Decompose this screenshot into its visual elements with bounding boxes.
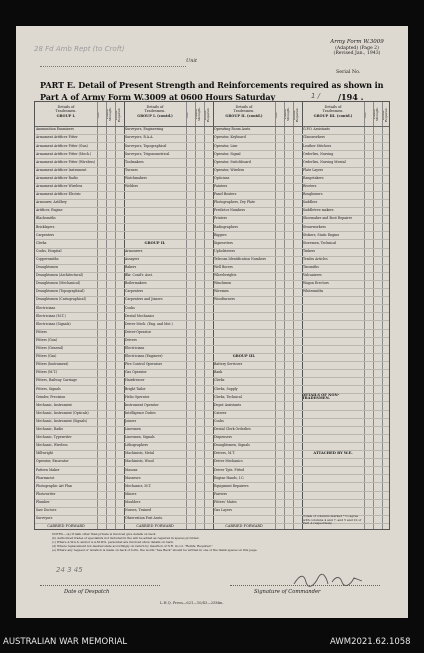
trade-label: Operator, Switchboard: [214, 159, 251, 164]
trade-label: CARRIED FORWARD: [225, 524, 263, 529]
trade-label: Panel Beaters: [214, 192, 237, 197]
trade-label: Riggers: [214, 232, 227, 237]
note-e: (e) Where any request or notation is made on back of form, the words "See Back" should be written in one of the blank spaces on this page.: [52, 548, 258, 553]
trade-label: Carpenters: [125, 289, 144, 294]
trade-label: Miners: [125, 491, 137, 496]
printer-imprint: L.H.Q. Press—621—10/43—25Mm.: [160, 601, 224, 605]
column-header-2-3: Reinfs. Required.: [203, 107, 210, 122]
trade-label: Wagon Erectors: [303, 281, 329, 286]
trade-label: Woodturners: [214, 297, 235, 302]
trade-label: Surveyors, R.A.A.: [125, 135, 154, 140]
trade-label: Fitters, Signals: [36, 386, 61, 391]
trade-label: Operator, Wireless: [214, 167, 245, 172]
serial-number-label: Serial No.: [336, 70, 361, 75]
trade-label: Drivers: [125, 337, 137, 342]
trade-label: Predictor Numbers: [214, 208, 246, 213]
trade-label: Winchmen: [214, 281, 232, 286]
group-header-4: [305, 105, 361, 118]
group-header-1-line3: GROUP I.: [56, 113, 76, 118]
trade-label: Wheelwrights: [214, 273, 237, 278]
trade-label: Clerks: [214, 378, 225, 383]
trade-label: Opticians: [214, 175, 230, 180]
trade-label: Fire Control Operators: [125, 362, 163, 367]
trade-label: Artificer, Engine: [36, 208, 63, 213]
trade-label: Trades Articles: [303, 256, 328, 261]
handwritten-unit-note: 28 Fd Amb Rept (to Croft): [34, 45, 125, 53]
trade-label: Helio Operator: [125, 394, 150, 399]
trade-label: Clerks, Supply: [214, 386, 238, 391]
trade-label: Mechanic, Instrument: [36, 402, 72, 407]
trade-label: Fitters (Gun): [36, 337, 57, 342]
despatch-date-line: [40, 585, 160, 586]
trade-label: Glassworkers: [303, 135, 325, 140]
trade-label: Armament Artificer Instrument: [36, 167, 87, 172]
trade-label: Clerks: [36, 240, 47, 245]
trade-label: Leather Stitchers: [303, 143, 332, 148]
trade-label: Signwriters: [214, 240, 233, 245]
unit-underline: [40, 66, 186, 67]
trade-label: Tinsmiths: [303, 265, 319, 270]
trade-label: Intelligence Duties: [125, 410, 156, 415]
commander-signature: [292, 572, 364, 588]
trade-label: Joiners: [125, 418, 137, 423]
trade-label: Machinists, Metal: [125, 451, 155, 456]
trade-label: Stokers, Static Engine: [303, 232, 340, 237]
group-header-1-line1: Details of: [57, 105, 75, 109]
trade-label: Lithographers: [125, 443, 148, 448]
trade-label: Armourers: [125, 248, 143, 253]
trade-label: Fitters: [36, 329, 47, 334]
trade-label: Painters: [214, 184, 228, 189]
trade-label: Well Borers: [214, 265, 233, 270]
trade-label: Driver Mech. (Eng. and Mot.): [125, 321, 173, 326]
strength-table: [34, 101, 390, 530]
trade-label: Armament Artificer Radio: [36, 175, 78, 180]
trade-label: Bricklayers: [36, 224, 55, 229]
trade-label: Farriers: [214, 491, 228, 496]
trade-label: Carpenters and Joiners: [125, 297, 163, 302]
trade-label: GROUP II.: [144, 240, 166, 245]
trade-label: CARRIED FORWARD: [136, 524, 174, 529]
trade-label: Photographic Art Plan: [36, 483, 72, 488]
trade-label: Carpenters: [36, 232, 55, 237]
trade-label: Machinists, Wood: [125, 459, 154, 464]
trade-label: Printers: [214, 216, 228, 221]
trade-label: Bank: [214, 370, 223, 375]
group-header-3-line2: Tradesmen.: [233, 109, 255, 114]
trade-label: Equipment Repairers: [214, 483, 249, 488]
column-header-1-3: Reinfs. Required.: [114, 107, 121, 122]
trade-label: Armament Artificer Wireless: [36, 184, 83, 189]
trade-label: Saddlers: [303, 200, 318, 205]
trade-label: Cooks: [214, 418, 224, 423]
trade-label: Masseurs: [125, 475, 141, 480]
date-of-despatch-label: Date of Despatch: [64, 589, 110, 595]
trade-label: Bakers: [125, 265, 137, 270]
trade-label: Depot Assistants: [214, 402, 242, 407]
trade-label: Armament Artificer Fitter (Mech.): [36, 151, 92, 156]
trade-label: Fitters (Instrument): [36, 362, 69, 367]
group-header-3: [216, 105, 272, 118]
trade-label: Armament Artificer Fitter (Wireless): [36, 159, 95, 164]
handwritten-despatch-date: 24 3 45: [56, 566, 83, 574]
trade-label: Surveyors, Engineering: [125, 127, 164, 132]
trade-label: Mechanics, M.T.: [125, 483, 152, 488]
group-header-4-line3: GROUP III. (contd.): [313, 113, 353, 118]
trade-label: Gas Operator: [125, 370, 147, 375]
trade-label: Cooks, Hospital: [36, 248, 62, 253]
trade-label: Linesmen: [125, 427, 141, 432]
trade-label: Rougheners: [303, 192, 323, 197]
trade-label: Surveyors: [36, 516, 53, 521]
trade-label: Bright Tailor: [125, 386, 146, 391]
trade-label: Linesmen, Signals: [125, 435, 155, 440]
trade-label: Orderlies, Nursing: [303, 151, 334, 156]
trade-label: Operator, Line: [214, 143, 238, 148]
group-header-1: [38, 105, 94, 118]
trade-label: Tinkers: [303, 248, 316, 253]
trade-label: Fitters (General): [36, 346, 64, 351]
trade-label: CARRIED FORWARD: [47, 524, 85, 529]
army-form-reference: [318, 40, 396, 57]
trade-label: Mechanic, Instrument (Opticals): [36, 410, 89, 415]
trade-label: Riveters: [303, 184, 317, 189]
army-form-line1: Army Form W.3009: [330, 39, 384, 45]
trade-label: Fitters' Mates: [214, 499, 237, 504]
trade-label: Ammunition Examiners: [36, 127, 74, 132]
column-header-3-3: Reinfs. Required.: [292, 107, 299, 122]
trade-label: Driver Mechanics: [214, 459, 243, 464]
form-notes: [52, 532, 382, 552]
column-header-3-1: W.E.: [274, 111, 278, 118]
trade-label: Fitters (M.T.): [36, 370, 58, 375]
trade-label: G.P.O. Assistants: [303, 127, 330, 132]
trade-label: Storemen, Technical: [303, 240, 337, 245]
trade-label: Operating Room Assts.: [214, 127, 252, 132]
trade-label: Driver Tpts. Fitted: [214, 467, 245, 472]
trade-label: Strawworkers: [303, 224, 326, 229]
trade-label: Cooks: [125, 305, 135, 310]
group-header-2-line1: Details of: [146, 105, 164, 109]
trade-label: Watchmakers: [125, 175, 147, 180]
trade-label: Dispensers: [214, 435, 232, 440]
trade-label: Telecom Identification Numbers: [214, 256, 266, 261]
trade-label: Blacksmiths: [36, 216, 56, 221]
trade-label: Clerks, Technical: [214, 394, 242, 399]
trade-label: Draughtsmen (Mechanical): [36, 281, 81, 286]
trade-label: Toolmakers: [125, 159, 144, 164]
trade-label: Shoemaker and Boot Repairer: [303, 216, 352, 221]
trade-label: Bkr. Cond'r. Asst.: [125, 273, 153, 278]
trade-label: Grinder, Precision: [36, 394, 66, 399]
trade-label: Boilermakers: [125, 281, 147, 286]
trade-label: Electricians (Signals): [36, 321, 71, 326]
trade-label: Surveyors, Topographical: [125, 143, 167, 148]
trade-label: Draughtsmen (Architectural): [36, 273, 83, 278]
trade-label: Mechanic, Typewriter: [36, 435, 72, 440]
group-header-2-line2: Tradesmen.: [144, 109, 166, 114]
trade-label: Radiographers: [214, 224, 238, 229]
trade-label: Gas Layers: [214, 508, 232, 513]
trade-label: Instrument Operator: [125, 402, 159, 407]
group-header-2: [127, 105, 183, 118]
trade-label: Caterer: [214, 410, 227, 415]
trade-label: Photowriter: [36, 491, 56, 496]
group-header-4-line1: Details of: [324, 105, 342, 109]
trade-label: Nurses, Trained: [125, 508, 152, 513]
trade-label: Armament Artificer Electric: [36, 192, 82, 197]
trade-label: Plate Layers: [303, 167, 324, 172]
note-a: NOTES.—(a) If tank other than private is involved give details on back.: [52, 532, 157, 536]
trade-label: Mechanic, Wireless: [36, 443, 68, 448]
column-header-4-3: Reinfs. Required.: [381, 107, 388, 122]
trade-label: Hairdresser: [125, 378, 145, 383]
trade-label: Observation Post Assts.: [125, 516, 164, 521]
trade-label: Engine Hands, I.C.: [214, 475, 245, 480]
trade-label: Armament Artificer Fitter: [36, 135, 78, 140]
trade-label: Coppersmiths: [36, 256, 59, 261]
group-header-1-line2: Tradesmen.: [55, 109, 77, 114]
column-header-3-2: Posted Strength.: [283, 107, 290, 122]
trade-label: Vulcanizers: [303, 273, 322, 278]
trade-label: Saw Doctors: [36, 508, 57, 513]
trade-label: Electricians: [125, 346, 145, 351]
trade-label: Orderlies, Nursing Mental: [303, 159, 346, 164]
trade-label: Pattern Maker: [36, 467, 60, 472]
note-b: (b) Authorized trades of specialists not included in the will be added as required in spaces provided.: [52, 536, 200, 541]
column-header-1-2: Posted Strength.: [105, 107, 112, 122]
group-header-2-line3: GROUP I. (contd.): [137, 113, 173, 118]
note-d: (d) Where replacement not desired state accordingly on return by insertion of N.R. in col. "Reinfs. Required.": [52, 544, 213, 549]
trade-label: Welders: [125, 184, 139, 189]
trade-label: Battery Servicers: [214, 362, 243, 367]
unit-label: Unit: [186, 58, 198, 64]
trade-label: Armament Artificer Fitter (Gun): [36, 143, 88, 148]
trade-label: GROUP III.: [232, 354, 256, 359]
trade-label: Draughtsmen (Cartographical): [36, 297, 86, 302]
army-form-line3: (Revised Jan., 1943): [333, 51, 381, 57]
return-year: /194 .: [338, 92, 364, 102]
column-header-2-2: Posted Strength.: [194, 107, 201, 122]
trade-label: Electricians (M.T.): [36, 313, 66, 318]
note-c: (c) Where A.W.A.S. and/or A.A.M.W.S. personnel are involved show details on back.: [52, 540, 174, 545]
trade-label: Photographers, Dry Plate: [214, 200, 256, 205]
trade-label: Armourer, Artillery: [36, 200, 67, 205]
trade-label: Mechanic, Radio: [36, 427, 64, 432]
trade-label: Dental Clerk Orderlies: [214, 427, 251, 432]
trade-label: Fitters, Railway Carriage: [36, 378, 77, 383]
trade-label: Operator, Signal: [214, 151, 241, 156]
trade-label: Draughtsmen: [36, 265, 59, 270]
trade-label: Plumber: [36, 499, 50, 504]
army-form-line2: (Adapted) (Page 2): [335, 45, 379, 51]
trade-label: Operator, Keyboard: [214, 135, 246, 140]
trade-label: Surveyors, Trigonometrical: [125, 151, 170, 156]
trade-label: Mechanic, Instrument (Signals): [36, 418, 88, 423]
trade-label: Fitters (Gas): [36, 354, 57, 359]
trade-label: Millwright: [36, 451, 53, 456]
group-header-4-line2: Tradesmen.: [322, 109, 344, 114]
trade-label: Whitesmiths: [303, 289, 324, 294]
column-header-4-1: W.E.: [363, 111, 367, 118]
trade-label: Draughtsmen, Signals: [214, 443, 250, 448]
trade-label: Moulders: [125, 499, 141, 504]
trade-label: Turners: [125, 167, 138, 172]
signature-of-commander-label: Signature of Commander: [254, 589, 321, 595]
trade-label: ATTACHED BY W.E.: [313, 451, 353, 456]
trade-label: Rangetakers: [303, 175, 324, 180]
trade-label: Dental Mechanics: [125, 313, 155, 318]
trade-label: DETAILS OF NON-TRADESMEN.: [302, 392, 340, 401]
trade-label: Upholsterers: [214, 248, 236, 253]
trade-label: Masons: [125, 467, 138, 472]
trade-label: Draughtsmen (Topographical): [36, 289, 85, 294]
trade-label: Electricians: [36, 305, 56, 310]
trade-label: Electricians (Engineer): [125, 354, 163, 359]
trade-label: Wiremen: [214, 289, 229, 294]
form-title-line1: PART E. Detail of Present Strength and Reinforcements required as shown in: [40, 80, 384, 90]
trade-label: Driver-Operator: [125, 329, 152, 334]
form-title-line2: Part A of Army Form W.3009 at 0600 Hours Saturday: [40, 92, 276, 102]
column-header-1-1: W.E.: [96, 111, 100, 118]
trade-label: Totals of columns marked * to agree with columns 4 and 7, and 5 and 10 of Part A respectively.: [303, 514, 362, 525]
trade-label: Operator, Excavator: [36, 459, 69, 464]
trade-label: Pharmacist: [36, 475, 55, 480]
trade-label: Drivers, M.T.: [214, 451, 235, 456]
column-header-2-1: W.E.: [185, 111, 189, 118]
archive-caption-left: AUSTRALIAN WAR MEMORIAL: [3, 637, 128, 647]
group-header-3-line1: Details of: [235, 105, 253, 109]
column-header-4-2: Posted Strength.: [372, 107, 379, 122]
archive-caption-right: AWM2021.62.1058: [330, 637, 411, 647]
handwritten-return-date: 1 /: [311, 92, 321, 100]
trade-label: Saddletree makers: [303, 208, 334, 213]
trade-label: Assayers: [125, 256, 140, 261]
group-header-3-line3: GROUP II. (contd.): [225, 113, 263, 118]
